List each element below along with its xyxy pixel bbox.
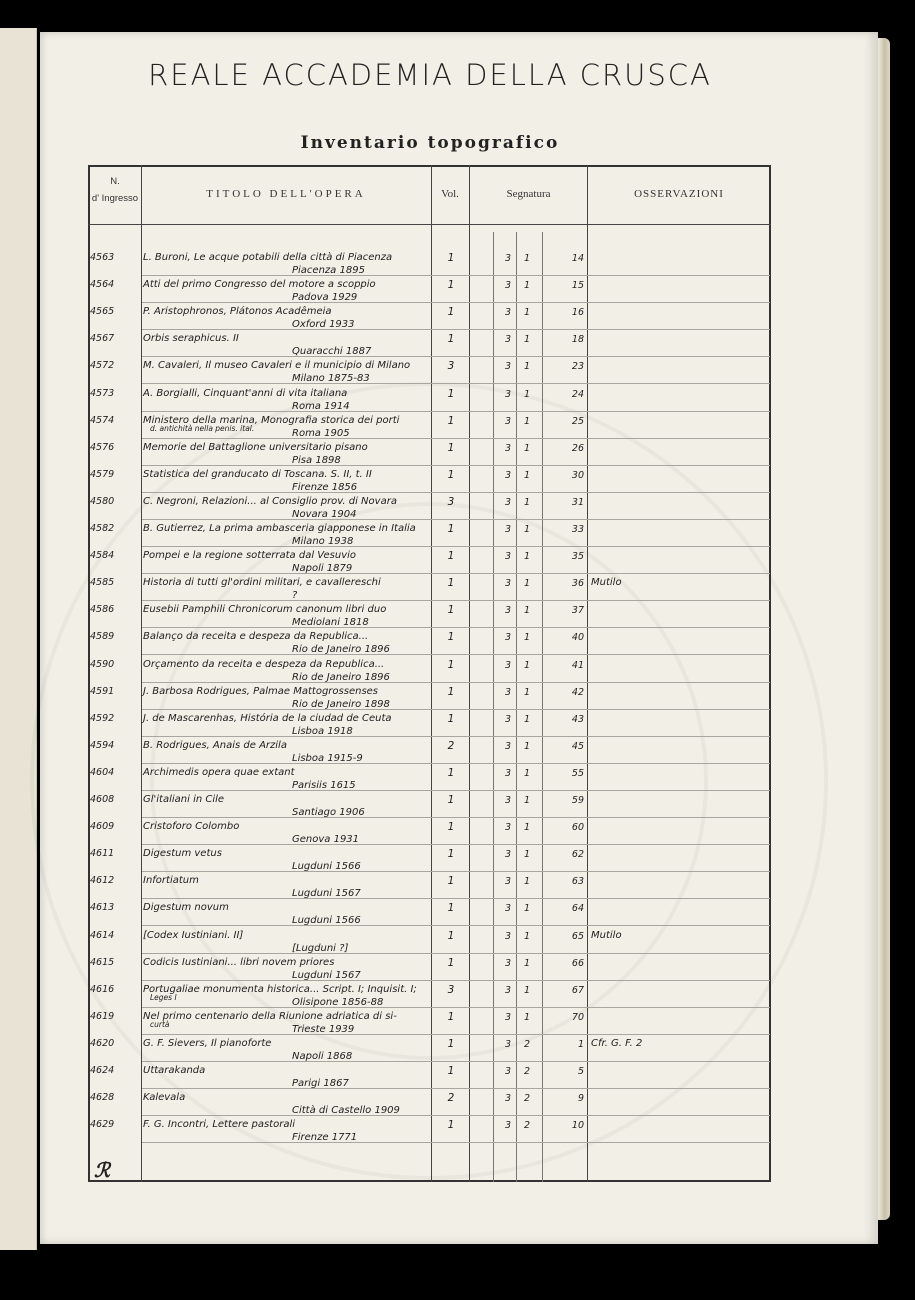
entry-place-date: Trieste 1939 [292,1024,355,1035]
entry-number: 4576 [90,442,115,453]
entry-place-date: Lugduni 1566 [292,861,361,872]
entry-number: 4586 [90,604,115,615]
entry-segnatura-3: 14 [571,253,584,264]
entry-volumes: 1 [447,1065,455,1077]
row-rule [142,1115,770,1116]
entry-segnatura-1: 3 [504,958,512,969]
entry-segnatura-2: 1 [523,334,531,345]
entry-number: 4592 [90,713,115,724]
row-rule [142,329,770,330]
entry-segnatura-3: 37 [571,605,584,616]
row-rule [142,302,770,303]
entry-segnatura-3: 59 [571,795,584,806]
entry-volumes: 1 [447,415,455,427]
entry-volumes: 1 [447,469,455,481]
entry-segnatura-1: 3 [504,253,512,264]
entry-place-date: Parisiis 1615 [292,780,356,791]
entry-title: G. F. Sievers, Il pianoforte [143,1038,272,1049]
entry-segnatura-1: 3 [504,1093,512,1104]
entry-segnatura-2: 1 [523,389,531,400]
entry-place-date: Padova 1929 [292,292,358,303]
entry-segnatura-1: 3 [504,660,512,671]
row-rule [142,980,770,981]
entry-segnatura-3: 35 [571,551,584,562]
entry-segnatura-2: 1 [523,524,531,535]
row-rule [142,790,770,791]
header-osservazioni: OSSERVAZIONI [634,188,724,200]
entry-title: Digestum vetus [143,848,222,859]
entry-segnatura-3: 55 [571,768,584,779]
entry-number: 4613 [90,902,115,913]
entry-segnatura-1: 3 [504,741,512,752]
entry-segnatura-1: 3 [504,1012,512,1023]
column-divider [469,165,470,1182]
entry-title: Statistica del granducato di Toscana. S. II, t. II [143,469,372,480]
row-rule [142,519,770,520]
entry-place-date: Rio de Janeiro 1896 [292,644,390,655]
entry-volumes: 2 [447,740,455,752]
entry-volumes: 1 [447,1038,455,1050]
segnatura-subdivider [542,232,543,1182]
entry-segnatura-2: 1 [523,687,531,698]
entry-segnatura-1: 3 [504,334,512,345]
entry-volumes: 1 [447,1011,455,1023]
entry-title: J. de Mascarenhas, História de la ciudad de Ceuta [143,713,392,724]
entry-place-date: Roma 1905 [292,428,350,439]
entry-segnatura-2: 1 [523,768,531,779]
row-rule [142,1007,770,1008]
entry-number: 4620 [90,1038,115,1049]
entry-segnatura-2: 1 [523,307,531,318]
entry-segnatura-2: 1 [523,551,531,562]
row-rule [142,465,770,466]
entry-number: 4608 [90,794,115,805]
entry-segnatura-1: 3 [504,605,512,616]
header-vol: Vol. [441,188,459,200]
entry-observation: Mutilo [591,930,622,941]
entry-segnatura-1: 3 [504,876,512,887]
entry-volumes: 2 [447,1092,455,1104]
row-rule [142,438,770,439]
entry-segnatura-2: 2 [523,1093,531,1104]
entry-segnatura-2: 2 [523,1039,531,1050]
entry-segnatura-2: 1 [523,497,531,508]
entry-title: B. Rodrigues, Anais de Arzila [143,740,287,751]
entry-title: Codicis Iustiniani... libri novem priores [143,957,335,968]
row-rule [142,871,770,872]
row-rule [142,844,770,845]
entry-title: Infortiatum [143,875,199,886]
entry-number: 4573 [90,388,115,399]
entry-segnatura-1: 3 [504,931,512,942]
row-rule [142,383,770,384]
entry-place-date: Napoli 1868 [292,1051,353,1062]
entry-title: [Codex Iustiniani. II] [143,930,244,941]
entry-segnatura-2: 1 [523,795,531,806]
entry-segnatura-2: 1 [523,443,531,454]
entry-place-date: Santiago 1906 [292,807,365,818]
entry-volumes: 1 [447,442,455,454]
handwritten-monogram: ℛ [94,1158,110,1182]
entry-segnatura-1: 3 [504,361,512,372]
entry-observation: Mutilo [591,577,622,588]
inventory-table [88,165,771,1182]
entry-segnatura-3: 33 [571,524,584,535]
entry-segnatura-2: 1 [523,416,531,427]
header-titolo: TITOLO DELL'OPERA [206,188,366,200]
row-rule [142,1034,770,1035]
row-rule [142,736,770,737]
entry-number: 4614 [90,930,115,941]
entry-place-date: Milano 1938 [292,536,354,547]
entry-segnatura-1: 3 [504,280,512,291]
entry-number: 4565 [90,306,115,317]
entry-title: Gl'italiani in Cile [143,794,225,805]
entry-segnatura-3: 40 [571,632,584,643]
entry-place-date: Olisipone 1856-88 [292,997,384,1008]
entry-place-date: Genova 1931 [292,834,360,845]
entry-volumes: 1 [447,388,455,400]
entry-number: 4624 [90,1065,115,1076]
row-rule [142,356,770,357]
entry-segnatura-3: 25 [571,416,584,427]
entry-title: Pompei e la regione sotterrata dal Vesuvio [143,550,357,561]
entry-place-date: Firenze 1856 [292,482,358,493]
row-rule [142,925,770,926]
entry-segnatura-1: 3 [504,497,512,508]
entry-segnatura-3: 62 [571,849,584,860]
entry-segnatura-2: 1 [523,1012,531,1023]
entry-segnatura-1: 3 [504,524,512,535]
entry-number: 4616 [90,984,115,995]
entry-place-date: Quaracchi 1887 [292,346,372,357]
entry-title: Ministero della marina, Monografia storica dei porti [143,415,400,426]
entry-number: 4612 [90,875,115,886]
entry-segnatura-1: 3 [504,632,512,643]
entry-segnatura-3: 26 [571,443,584,454]
row-rule [142,1142,770,1143]
entry-title: A. Borgialli, Cinquant'anni di vita italiana [143,388,348,399]
row-rule [142,898,770,899]
column-divider [141,165,142,1182]
entry-place-date: ? [292,590,298,601]
entry-number: 4574 [90,415,115,426]
entry-segnatura-2: 1 [523,849,531,860]
entry-title-continuation: d. antichità nella penis. ital. [150,424,255,433]
entry-number: 4580 [90,496,115,507]
row-rule [142,1088,770,1089]
entry-segnatura-3: 63 [571,876,584,887]
entry-segnatura-2: 1 [523,632,531,643]
column-divider [431,165,432,1182]
entry-title: B. Gutierrez, La prima ambasceria giapponese in Italia [143,523,416,534]
entry-volumes: 1 [447,848,455,860]
entry-segnatura-3: 23 [571,361,584,372]
entry-title: J. Barbosa Rodrigues, Palmae Mattogrossenses [143,686,379,697]
entry-title: Cristoforo Colombo [143,821,240,832]
entry-volumes: 1 [447,659,455,671]
facing-page-edge [0,28,37,1250]
entry-title: Atti del primo Congresso del motore a scoppio [143,279,376,290]
entry-title: Memorie del Battaglione universitario pisano [143,442,368,453]
entry-segnatura-1: 3 [504,687,512,698]
entry-number: 4611 [90,848,115,859]
entry-segnatura-3: 1 [577,1039,584,1050]
entry-segnatura-2: 1 [523,253,531,264]
entry-segnatura-3: 70 [571,1012,584,1023]
institution-title: REALE ACCADEMIA DELLA CRUSCA [148,58,712,92]
entry-segnatura-2: 1 [523,876,531,887]
entry-segnatura-3: 24 [571,389,584,400]
entry-volumes: 1 [447,523,455,535]
entry-title: Historia di tutti gl'ordini militari, e cavallereschi [143,577,381,588]
entry-segnatura-2: 1 [523,361,531,372]
entry-segnatura-2: 1 [523,903,531,914]
entry-number: 4629 [90,1119,115,1130]
entry-segnatura-2: 1 [523,714,531,725]
entry-title: Orbis seraphicus. II [143,333,239,344]
entry-segnatura-2: 1 [523,958,531,969]
entry-segnatura-3: 64 [571,903,584,914]
header-ingresso-line1: N. [110,176,120,187]
entry-place-date: Napoli 1879 [292,563,353,574]
row-rule [142,492,770,493]
header-segnatura: Segnatura [506,188,551,200]
entry-number: 4590 [90,659,115,670]
entry-segnatura-1: 3 [504,822,512,833]
row-rule [142,411,770,412]
row-rule [142,654,770,655]
entry-place-date: Lisboa 1918 [292,726,353,737]
entry-segnatura-1: 3 [504,768,512,779]
entry-number: 4594 [90,740,115,751]
entry-number: 4591 [90,686,115,697]
entry-title: Uttarakanda [143,1065,206,1076]
entry-title: P. Aristophronos, Plátonos Acadêmeia [143,306,332,317]
entry-title: Balanço da receita e despeza da Republica... [143,631,369,642]
entry-place-date: Lugduni 1567 [292,970,361,981]
entry-segnatura-1: 3 [504,714,512,725]
entry-segnatura-2: 1 [523,822,531,833]
entry-place-date: Pisa 1898 [292,455,341,466]
entry-segnatura-1: 3 [504,307,512,318]
entry-number: 4619 [90,1011,115,1022]
entry-place-date: Piacenza 1895 [292,265,365,276]
entry-segnatura-3: 42 [571,687,584,698]
entry-title: Nel primo centenario della Riunione adriatica di si- [143,1011,397,1022]
header-divider [88,224,771,225]
entry-observation: Cfr. G. F. 2 [591,1038,643,1049]
row-rule [142,682,770,683]
segnatura-subdivider [493,232,494,1182]
entry-volumes: 1 [447,306,455,318]
entry-place-date: Lugduni 1567 [292,888,361,899]
entry-place-date: Milano 1875-83 [292,373,370,384]
entry-segnatura-1: 3 [504,985,512,996]
entry-title: Kalevala [143,1092,186,1103]
entry-segnatura-1: 3 [504,470,512,481]
entry-place-date: Parigi 1867 [292,1078,349,1089]
entry-number: 4628 [90,1092,115,1103]
entry-segnatura-1: 3 [504,903,512,914]
entry-place-date: Lugduni 1566 [292,915,361,926]
entry-segnatura-2: 1 [523,741,531,752]
entry-number: 4585 [90,577,115,588]
row-rule [142,817,770,818]
entry-place-date: Novara 1904 [292,509,357,520]
entry-volumes: 1 [447,794,455,806]
entry-segnatura-3: 65 [571,931,584,942]
entry-segnatura-3: 60 [571,822,584,833]
entry-volumes: 3 [447,496,455,508]
entry-segnatura-2: 1 [523,470,531,481]
entry-volumes: 1 [447,875,455,887]
entry-number: 4567 [90,333,115,344]
entry-segnatura-3: 10 [571,1120,584,1131]
entry-segnatura-3: 45 [571,741,584,752]
entry-segnatura-3: 5 [577,1066,584,1077]
entry-number: 4564 [90,279,115,290]
entry-segnatura-2: 1 [523,985,531,996]
entry-title-continuation: Leges I [150,993,177,1002]
entry-segnatura-1: 3 [504,795,512,806]
entry-segnatura-1: 3 [504,416,512,427]
entry-title: Orçamento da receita e despeza da Republica... [143,659,385,670]
entry-segnatura-3: 36 [571,578,584,589]
entry-place-date: Rio de Janeiro 1896 [292,672,390,683]
entry-number: 4572 [90,360,115,371]
row-rule [142,573,770,574]
entry-place-date: [Lugduni ?] [292,943,349,954]
row-rule [142,1061,770,1062]
entry-segnatura-3: 43 [571,714,584,725]
row-rule [142,953,770,954]
entry-volumes: 1 [447,577,455,589]
entry-place-date: Lisboa 1915-9 [292,753,363,764]
inventory-subtitle: Inventario topografico [300,133,560,153]
entry-title: L. Buroni, Le acque potabili della città di Piacenza [143,252,393,263]
entry-number: 4589 [90,631,115,642]
entry-volumes: 1 [447,957,455,969]
entry-number: 4563 [90,252,115,263]
entry-place-date: Firenze 1771 [292,1132,358,1143]
row-rule [142,709,770,710]
entry-volumes: 1 [447,767,455,779]
entry-segnatura-3: 9 [577,1093,584,1104]
entry-volumes: 1 [447,821,455,833]
row-rule [142,275,770,276]
header-ingresso [90,176,140,204]
entry-segnatura-1: 3 [504,1039,512,1050]
row-rule [142,600,770,601]
entry-number: 4609 [90,821,115,832]
entry-segnatura-3: 18 [571,334,584,345]
entry-volumes: 3 [447,360,455,372]
entry-title: Eusebii Pamphili Chronicorum canonum libri duo [143,604,387,615]
entry-title: Digestum novum [143,902,229,913]
entry-volumes: 1 [447,930,455,942]
entry-segnatura-2: 1 [523,931,531,942]
entry-segnatura-3: 67 [571,985,584,996]
entry-number: 4615 [90,957,115,968]
entry-volumes: 1 [447,550,455,562]
entry-volumes: 1 [447,252,455,264]
entry-volumes: 3 [447,984,455,996]
entry-segnatura-1: 3 [504,849,512,860]
entry-place-date: Oxford 1933 [292,319,355,330]
entry-title: Archimedis opera quae extant [143,767,295,778]
entry-segnatura-3: 30 [571,470,584,481]
entry-segnatura-2: 2 [523,1120,531,1131]
entry-number: 4579 [90,469,115,480]
entry-volumes: 1 [447,686,455,698]
entry-segnatura-3: 15 [571,280,584,291]
entry-number: 4604 [90,767,115,778]
entry-volumes: 1 [447,333,455,345]
entry-volumes: 1 [447,631,455,643]
row-rule [142,763,770,764]
entry-place-date: Roma 1914 [292,401,350,412]
entry-place-date: Città di Castello 1909 [292,1105,400,1116]
entry-place-date: Mediolani 1818 [292,617,369,628]
entry-segnatura-2: 1 [523,578,531,589]
entry-number: 4584 [90,550,115,561]
entry-segnatura-2: 1 [523,605,531,616]
column-divider [587,165,588,1182]
entry-title: M. Cavaleri, Il museo Cavaleri e il municipio di Milano [143,360,411,371]
entry-segnatura-1: 3 [504,1066,512,1077]
entry-segnatura-2: 2 [523,1066,531,1077]
entry-segnatura-3: 41 [571,660,584,671]
header-ingresso-line2: d' Ingresso [91,193,139,204]
entry-segnatura-1: 3 [504,578,512,589]
entry-segnatura-3: 16 [571,307,584,318]
entry-segnatura-3: 31 [571,497,584,508]
entry-number: 4582 [90,523,115,534]
entry-place-date: Rio de Janeiro 1898 [292,699,390,710]
row-rule [142,627,770,628]
entry-segnatura-1: 3 [504,551,512,562]
entry-volumes: 1 [447,1119,455,1131]
entry-volumes: 1 [447,279,455,291]
entry-segnatura-1: 3 [504,1120,512,1131]
entry-title: F. G. Incontri, Lettere pastorali [143,1119,296,1130]
entry-volumes: 1 [447,902,455,914]
entry-segnatura-2: 1 [523,280,531,291]
entry-segnatura-2: 1 [523,660,531,671]
entry-segnatura-1: 3 [504,389,512,400]
entry-volumes: 1 [447,604,455,616]
entry-title: Portugaliae monumenta historica... Script. I; Inquisit. I; [143,984,417,995]
entry-segnatura-1: 3 [504,443,512,454]
row-rule [142,546,770,547]
entry-title: C. Negroni, Relazioni... al Consiglio prov. di Novara [143,496,397,507]
entry-title-continuation: curtà [150,1020,170,1029]
entry-segnatura-3: 66 [571,958,584,969]
entry-volumes: 1 [447,713,455,725]
